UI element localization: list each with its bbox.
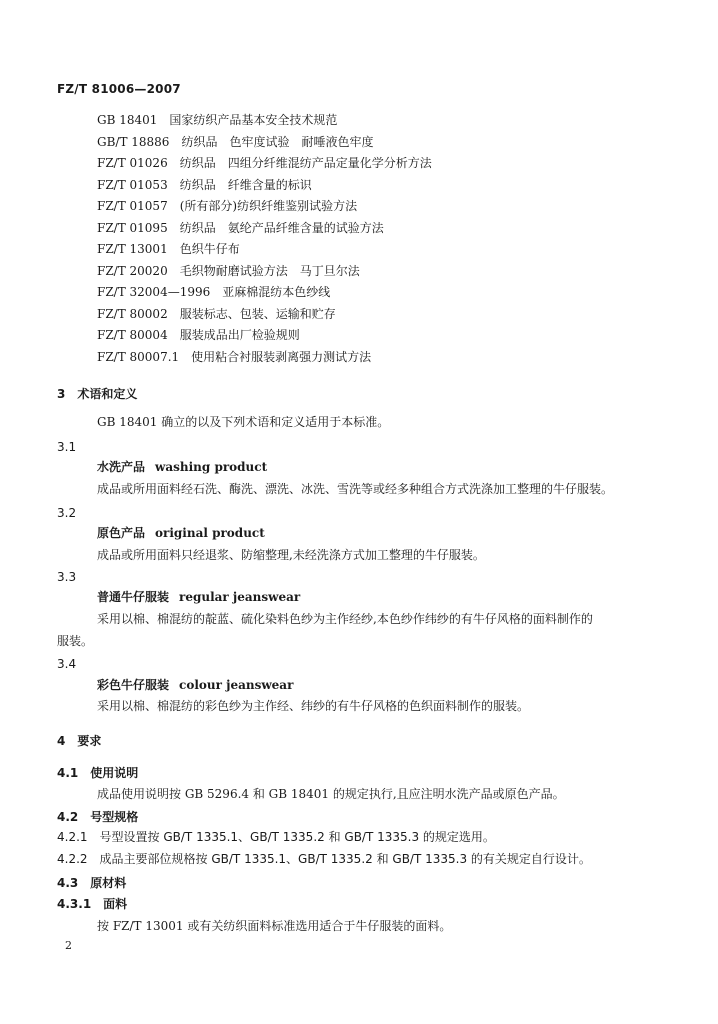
term-en: colour jeanswear bbox=[179, 678, 294, 692]
reference-item bbox=[97, 156, 432, 170]
term-zh: 原色产品 bbox=[97, 526, 146, 540]
reference-code: GB 18401 bbox=[97, 113, 158, 127]
reference-item bbox=[97, 178, 312, 192]
reference-code: FZ/T 13001 bbox=[97, 242, 168, 256]
reference-title: 毛织物耐磨试验方法 马丁旦尔法 bbox=[179, 263, 360, 278]
reference-code: FZ/T 20020 bbox=[97, 263, 168, 278]
term-en: original product bbox=[155, 526, 265, 540]
standard-header: FZ/T 81006—2007 bbox=[57, 82, 181, 96]
reference-item bbox=[97, 242, 240, 256]
term-3-1 bbox=[97, 460, 267, 474]
reference-title: 国家纺织产品基本安全技术规范 bbox=[169, 113, 338, 127]
section-4-2-2: 4.2.2 成品主要部位规格按 GB/T 1335.1、GB/T 1335.2 和 GB/T 1335.3 的有关规定自行设计。 bbox=[57, 852, 591, 866]
term-3-3 bbox=[97, 590, 300, 604]
reference-item bbox=[97, 307, 336, 321]
reference-item bbox=[97, 264, 360, 278]
term-3-2-definition: 成品或所用面料只经退浆、防缩整理,未经洗涤方式加工整理的牛仔服装。 bbox=[97, 548, 485, 562]
reference-title: 使用粘合衬服装剥离强力测试方法 bbox=[191, 349, 372, 364]
reference-title: 纺织品 氨纶产品纤维含量的试验方法 bbox=[179, 220, 384, 235]
term-zh: 普通牛仔服装 bbox=[97, 590, 170, 604]
term-3-3-definition-line1: 采用以棉、棉混纺的靛蓝、硫化染料色纱为主作经纱,本色纱作纬纱的有牛仔风格的面料制作的 bbox=[97, 612, 593, 626]
term-zh: 彩色牛仔服装 bbox=[97, 678, 170, 692]
term-3-2 bbox=[97, 526, 265, 540]
reference-code: FZ/T 80004 bbox=[97, 328, 168, 342]
term-en: regular jeanswear bbox=[179, 590, 301, 604]
reference-title: 亚麻棉混纺本色纱线 bbox=[222, 285, 331, 299]
section-4-2-heading: 4.2 号型规格 bbox=[57, 810, 139, 824]
reference-title: 服装成品出厂检验规则 bbox=[179, 328, 300, 342]
section-4-3-heading: 4.3 原材料 bbox=[57, 876, 127, 890]
term-3-2-number: 3.2 bbox=[57, 506, 77, 520]
reference-item bbox=[97, 199, 357, 213]
reference-item bbox=[97, 285, 330, 299]
reference-title: 纺织品 四组分纤维混纺产品定量化学分析方法 bbox=[179, 156, 432, 170]
section-4-2-1: 4.2.1 号型设置按 GB/T 1335.1、GB/T 1335.2 和 GB/T 1335.3 的规定选用。 bbox=[57, 830, 495, 844]
section-4-1-heading: 4.1 使用说明 bbox=[57, 766, 139, 780]
term-3-1-definition: 成品或所用面料经石洗、酶洗、漂洗、冰洗、雪洗等或经多种组合方式洗涤加工整理的牛仔服装。 bbox=[97, 482, 614, 496]
reference-title: 纺织品 纤维含量的标识 bbox=[179, 177, 312, 192]
reference-title: 服装标志、包装、运输和贮存 bbox=[179, 306, 336, 321]
term-3-3-definition-line2: 服装。 bbox=[57, 634, 94, 648]
reference-title: 纺织品 色牢度试验 耐唾液色牢度 bbox=[181, 134, 374, 149]
section-4-3-1-text: 按 FZ/T 13001 或有关纺织面料标准选用适合于牛仔服装的面料。 bbox=[97, 919, 452, 933]
section-4-3-1-heading: 4.3.1 面料 bbox=[57, 897, 128, 911]
term-3-4 bbox=[97, 678, 293, 692]
page-number: 2 bbox=[65, 939, 72, 952]
reference-title: (所有部分)纺织纤维鉴别试验方法 bbox=[179, 199, 358, 213]
reference-code: FZ/T 80002 bbox=[97, 306, 168, 321]
term-3-4-definition: 采用以棉、棉混纺的彩色纱为主作经、纬纱的有牛仔风格的色织面料制作的服装。 bbox=[97, 699, 530, 713]
reference-item bbox=[97, 328, 300, 342]
reference-item bbox=[97, 350, 371, 364]
reference-item bbox=[97, 221, 384, 235]
reference-item bbox=[97, 135, 373, 149]
reference-item bbox=[97, 113, 337, 127]
reference-code: GB/T 18886 bbox=[97, 134, 170, 149]
term-3-1-number: 3.1 bbox=[57, 440, 77, 454]
term-3-3-number: 3.3 bbox=[57, 570, 77, 584]
reference-title: 色织牛仔布 bbox=[179, 242, 240, 256]
reference-code: FZ/T 01053 bbox=[97, 177, 168, 192]
reference-code: FZ/T 01026 bbox=[97, 156, 168, 170]
reference-code: FZ/T 01057 bbox=[97, 199, 168, 213]
term-en: washing product bbox=[155, 460, 268, 474]
reference-code: FZ/T 32004—1996 bbox=[97, 285, 211, 299]
reference-code: FZ/T 01095 bbox=[97, 220, 168, 235]
term-zh: 水洗产品 bbox=[97, 460, 146, 474]
section-4-1-text: 成品使用说明按 GB 5296.4 和 GB 18401 的规定执行,且应注明水洗产品或原色产品。 bbox=[97, 787, 565, 801]
term-3-4-number: 3.4 bbox=[57, 657, 77, 671]
section-3-heading: 3 术语和定义 bbox=[57, 387, 138, 401]
section-4-heading: 4 要求 bbox=[57, 734, 102, 748]
reference-code: FZ/T 80007.1 bbox=[97, 349, 180, 364]
section-3-intro: GB 18401 确立的以及下列术语和定义适用于本标准。 bbox=[97, 415, 390, 429]
